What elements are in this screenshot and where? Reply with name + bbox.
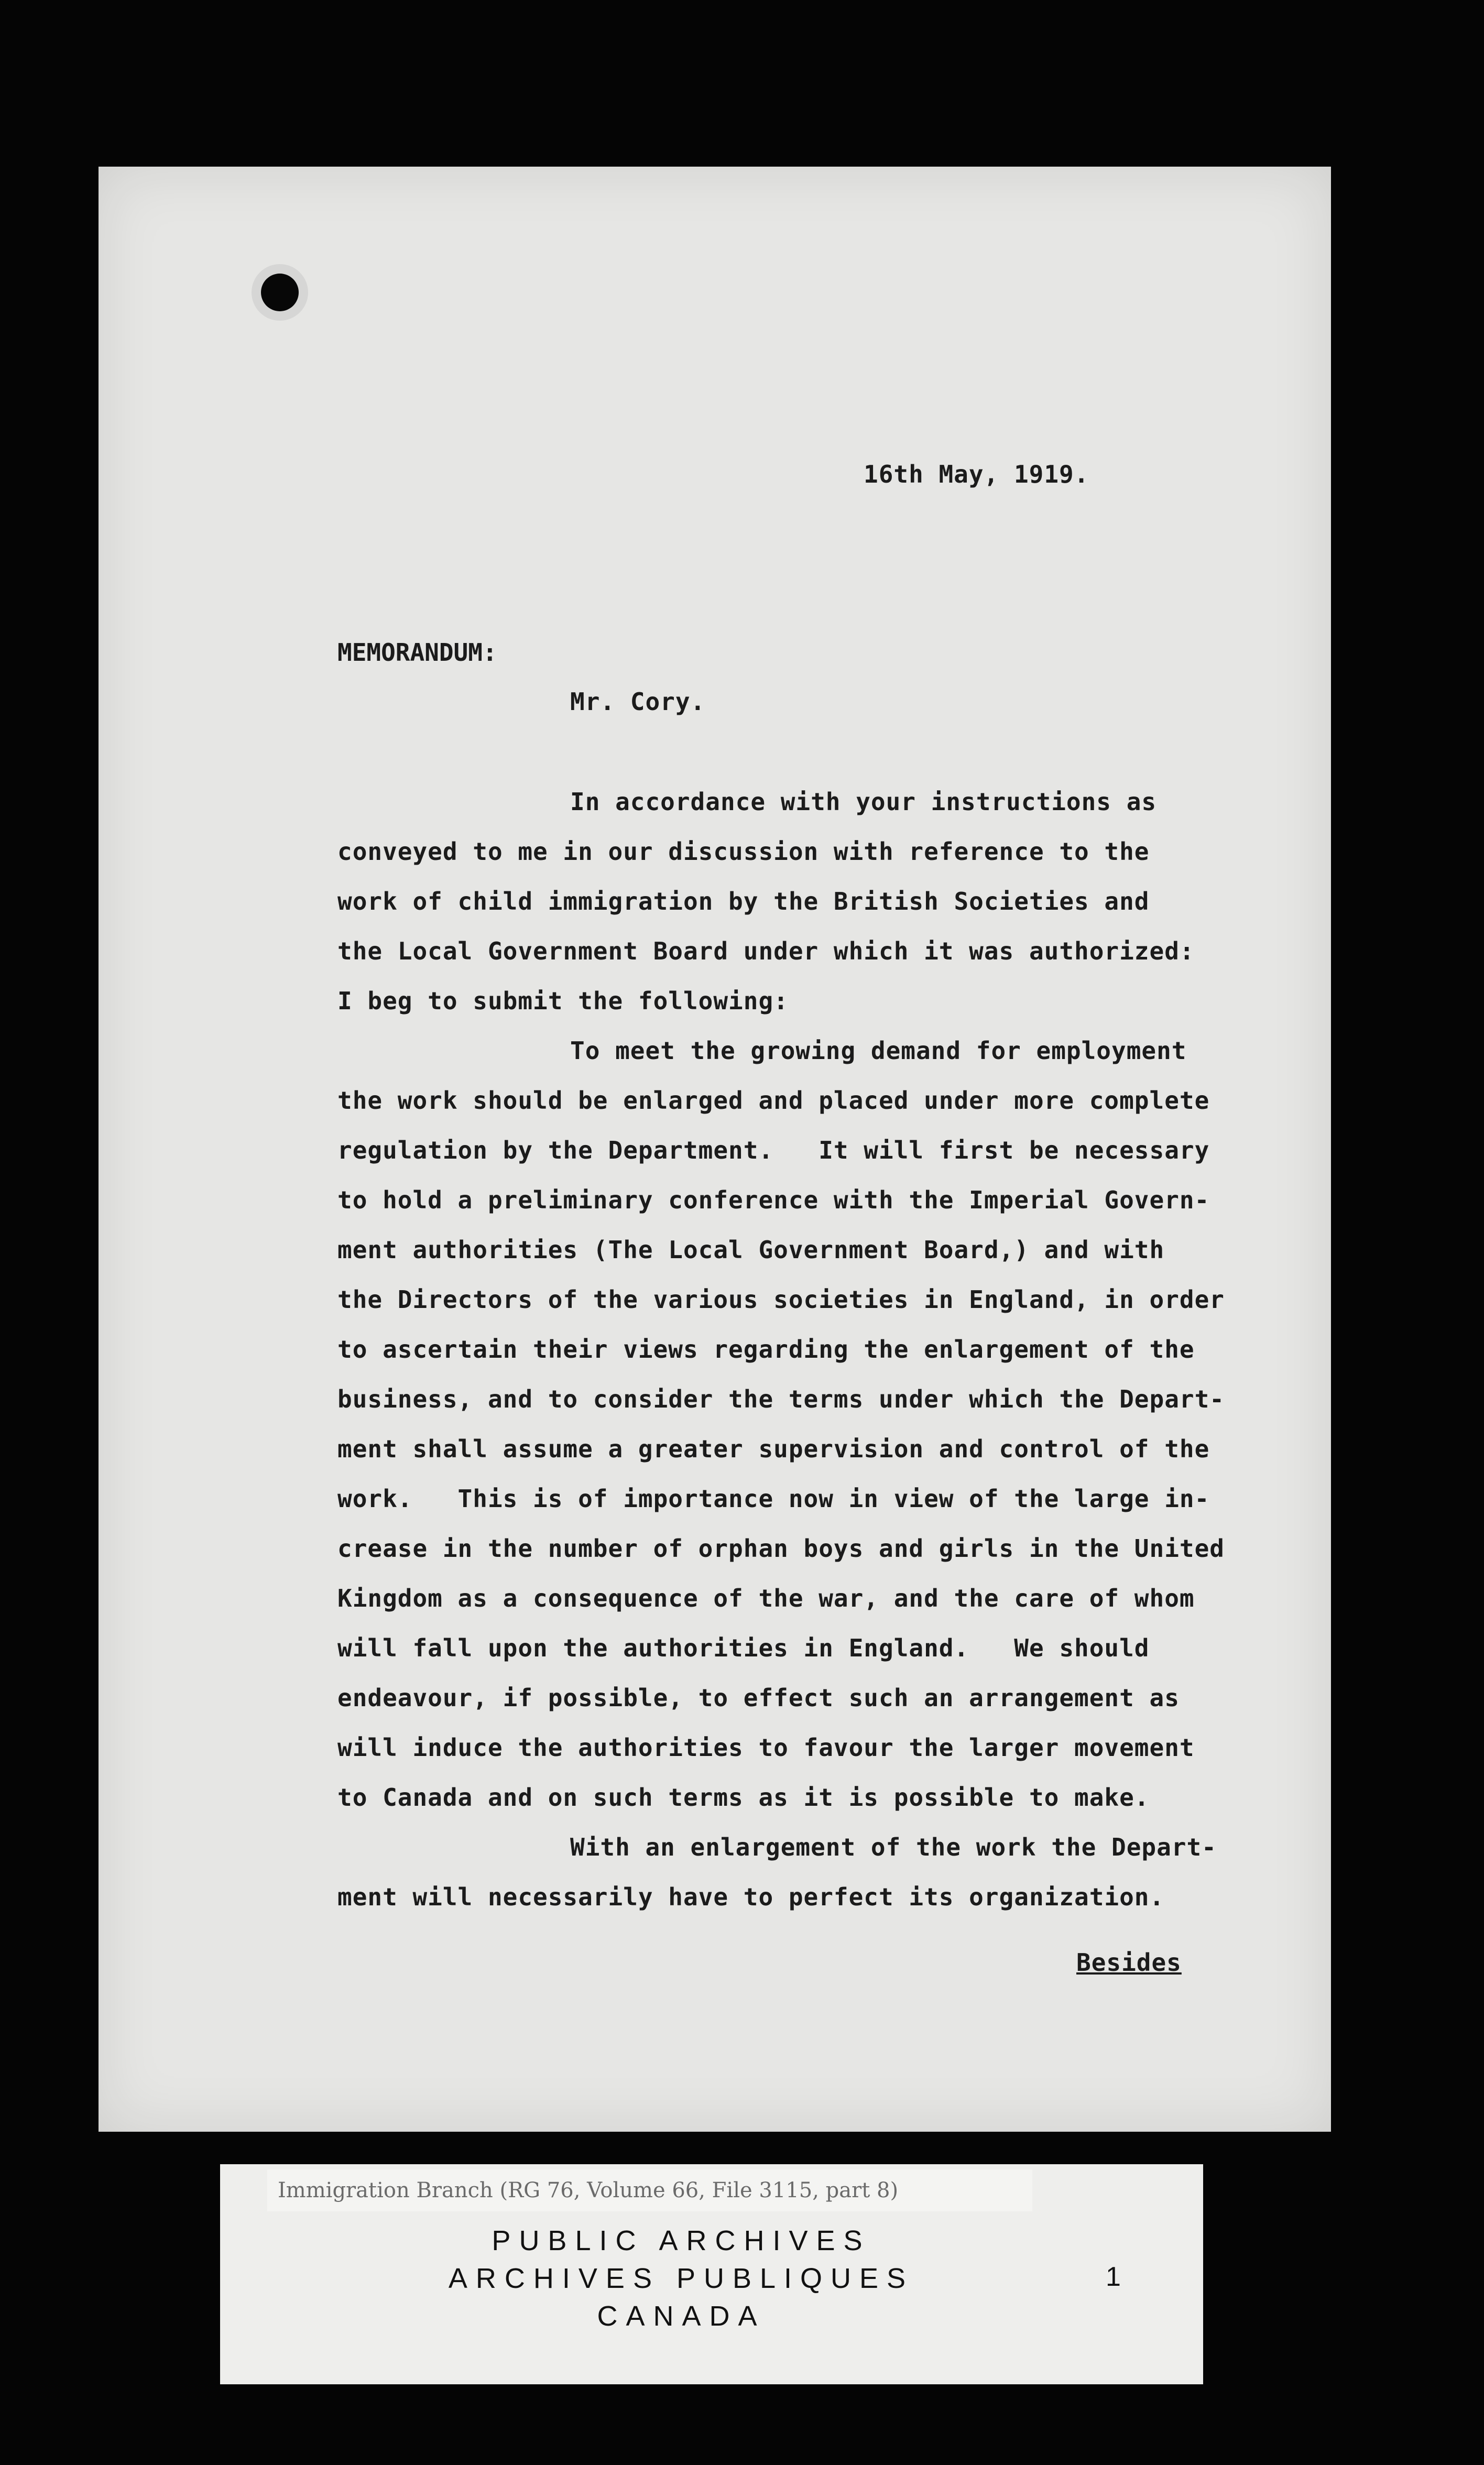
punch-hole [261,274,299,311]
body-line: to ascertain their views regarding the enlargement of the [337,1335,1195,1364]
body-line: the Local Government Board under which it was authorized: [337,937,1195,965]
stamp-number: 1 [1106,2262,1121,2292]
body-line: ment shall assume a greater supervision and control of the [337,1435,1210,1463]
body-line: crease in the number of orphan boys and girls in the United [337,1534,1225,1563]
body-line: To meet the growing demand for employment [570,1037,1187,1065]
body-line: I beg to submit the following: [337,987,789,1015]
body-line: will induce the authorities to favour the larger movement [337,1733,1195,1762]
body-line: work. This is of importance now in view of the large in- [337,1485,1210,1513]
body-line: to Canada and on such terms as it is possible to make. [337,1783,1150,1812]
body-line: to hold a preliminary conference with the Imperial Govern- [337,1186,1210,1214]
body-line: With an enlargement of the work the Depart- [570,1833,1217,1861]
archive-citation: Immigration Branch (RG 76, Volume 66, File 3115, part 8) [267,2169,1032,2211]
document-page [99,167,1331,2132]
body-line: will fall upon the authorities in England. We should [337,1634,1150,1662]
body-line: regulation by the Department. It will first be necessary [337,1136,1210,1164]
stamp-line: CANADA [597,2300,766,2332]
letter-date: 16th May, 1919. [864,460,1089,488]
memo-heading: MEMORANDUM: [337,638,497,667]
stamp-line: ARCHIVES PUBLIQUES [448,2263,914,2294]
body-line: the work should be enlarged and placed under more complete [337,1086,1210,1115]
body-line: ment will necessarily have to perfect its organization. [337,1883,1165,1911]
archive-stamp [419,2222,943,2335]
body-line: work of child immigration by the British Societies and [337,887,1150,915]
archive-label [220,2164,1203,2384]
body-line: Kingdom as a consequence of the war, and the care of whom [337,1584,1195,1612]
body-line: ment authorities (The Local Government Board,) and with [337,1236,1165,1264]
body-line: conveyed to me in our discussion with reference to the [337,837,1150,866]
catchword: Besides [1076,1948,1182,1977]
body-line: business, and to consider the terms under which the Depart- [337,1385,1225,1413]
stamp-line: PUBLIC ARCHIVES [492,2225,871,2256]
body-line: endeavour, if possible, to effect such an arrangement as [337,1684,1180,1712]
addressee: Mr. Cory. [570,688,706,716]
body-line: the Directors of the various societies in England, in order [337,1285,1225,1314]
body-line: In accordance with your instructions as [570,788,1157,816]
